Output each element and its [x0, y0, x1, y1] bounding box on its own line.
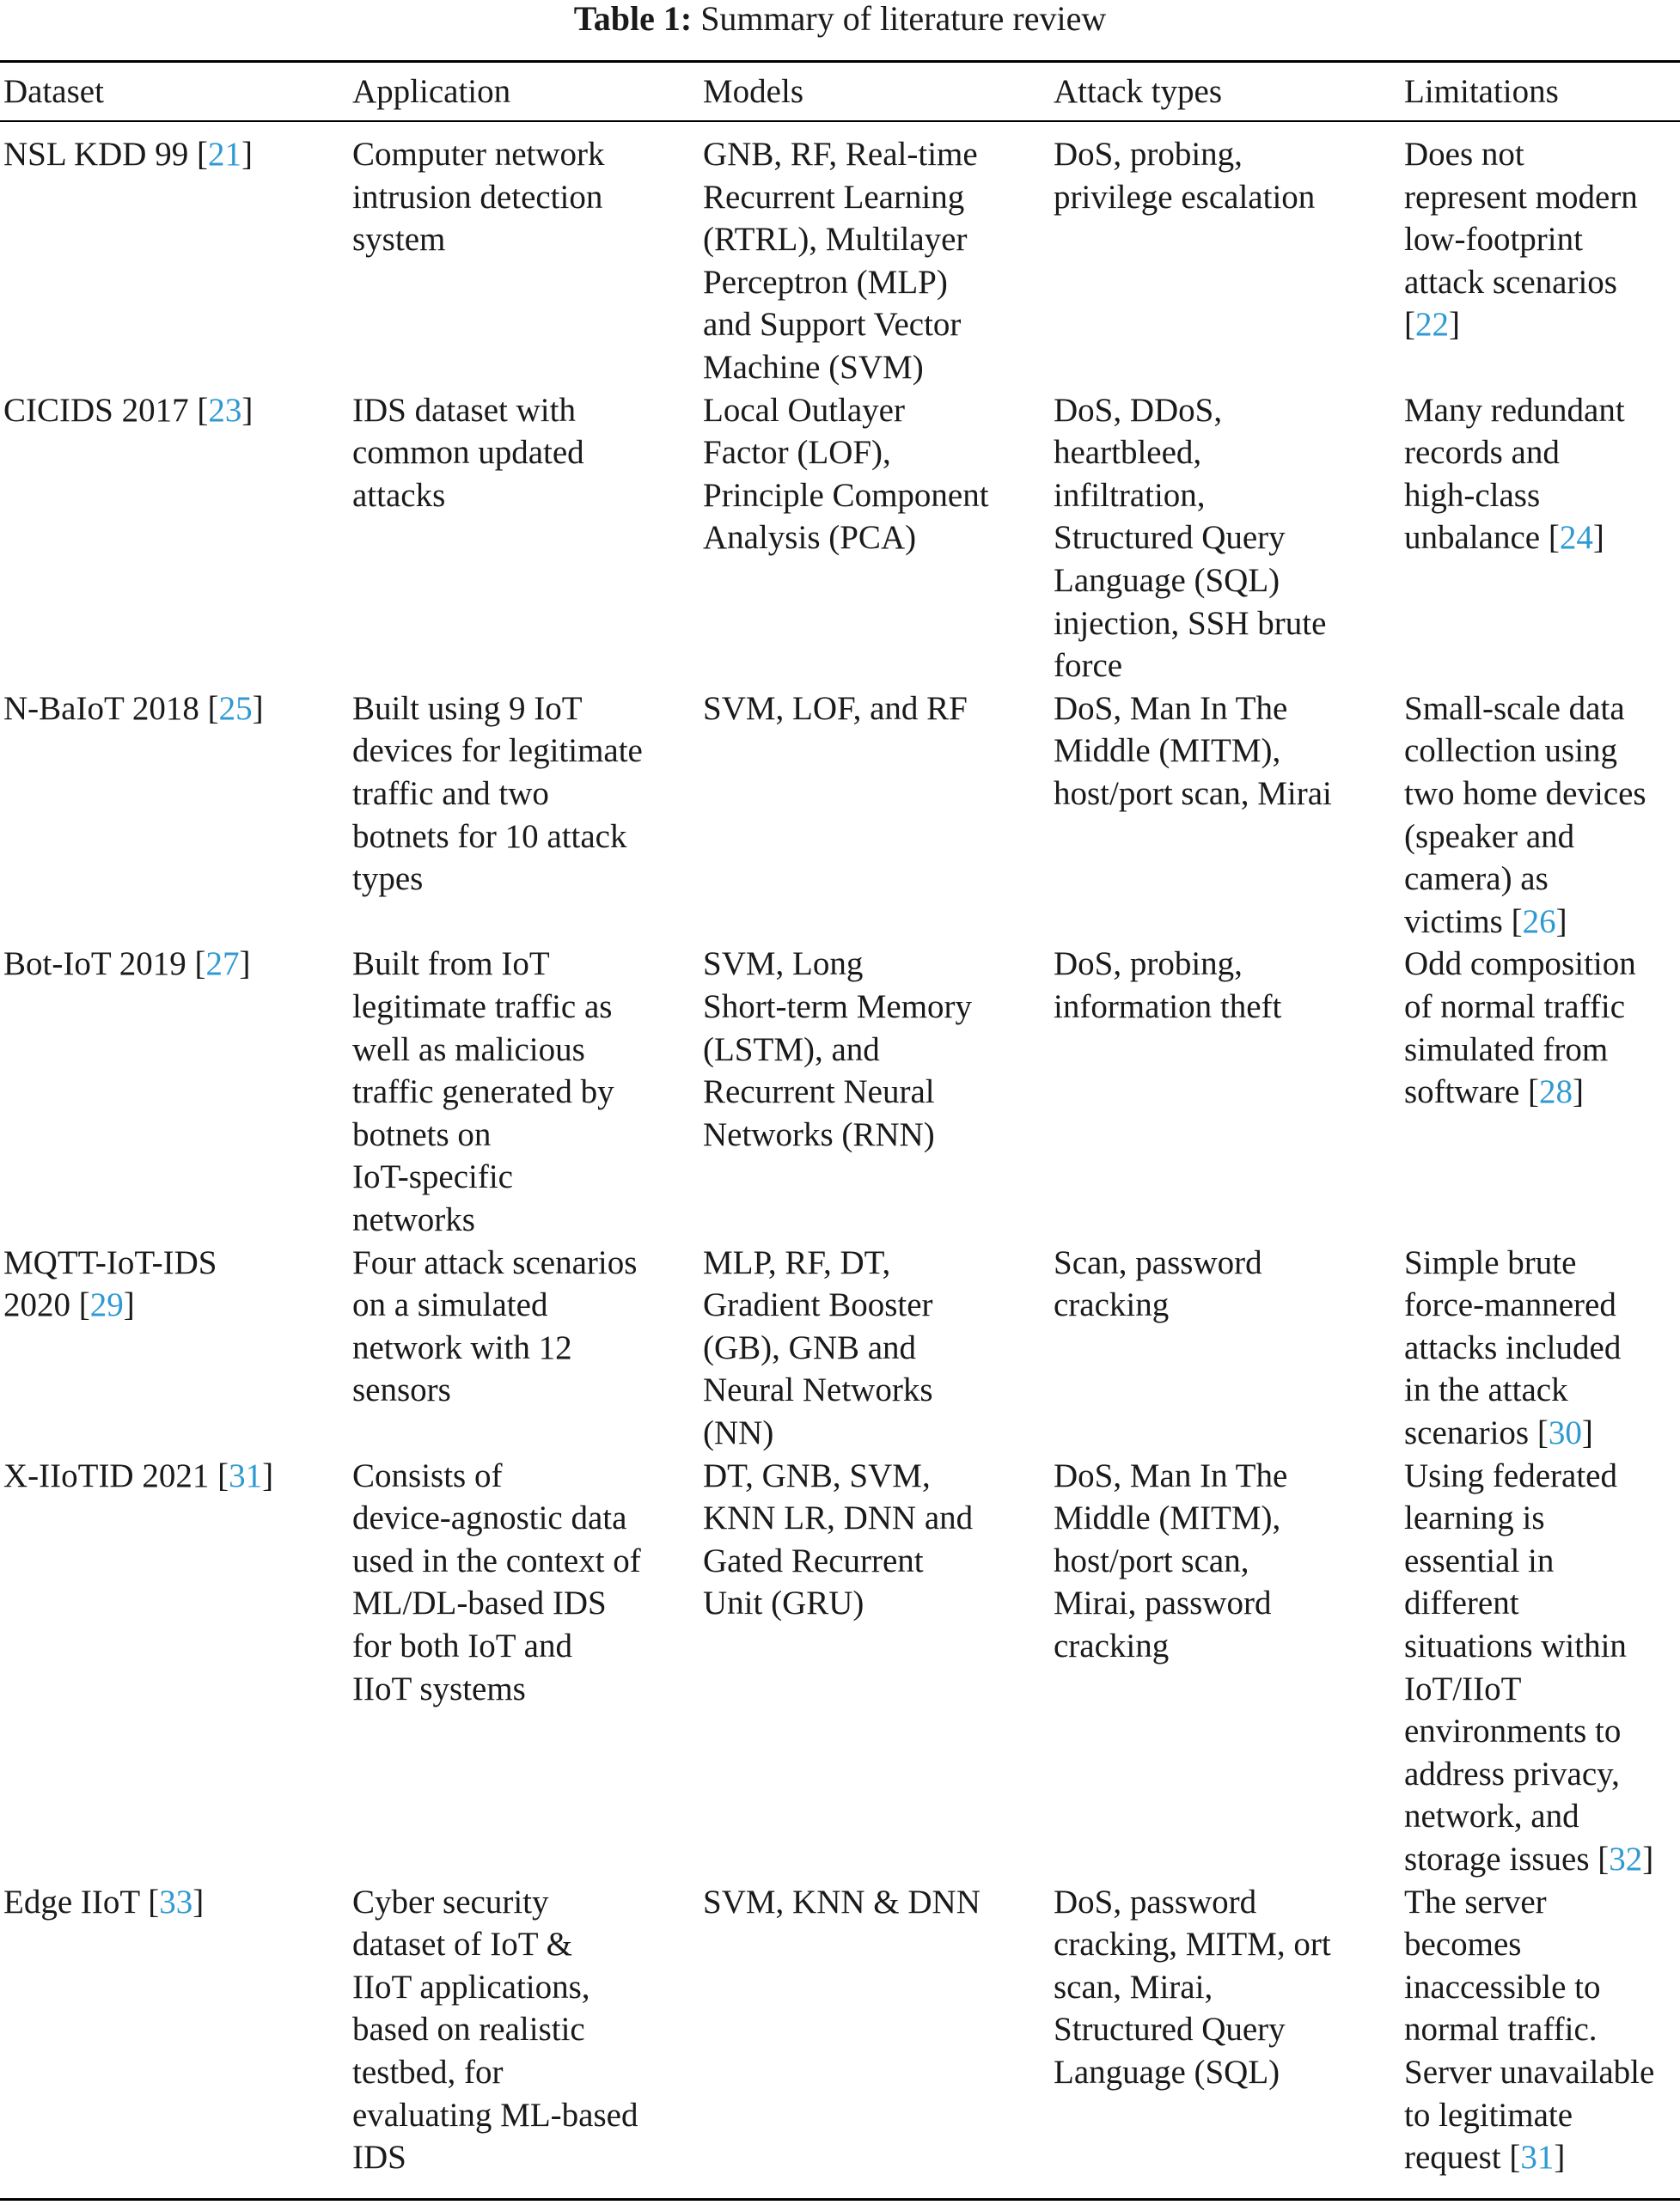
cell-line: DoS, password	[1054, 1883, 1257, 1921]
dataset-line	[3, 1284, 217, 1327]
cell-line: injection, SSH brute	[1054, 604, 1327, 642]
dataset-text: Edge IIoT [	[3, 1883, 160, 1921]
cell-line: low-footprint	[1404, 221, 1583, 259]
cell-line: DT, GNB, SVM,	[703, 1457, 931, 1494]
dataset-text: ]	[252, 689, 264, 727]
cell-models	[703, 687, 968, 730]
cell-line: learning is	[1404, 1500, 1545, 1537]
header-attack-types: Attack types	[1054, 73, 1223, 110]
dataset-text: CICIDS 2017 [	[3, 391, 209, 429]
cell-line: Structured Query	[1054, 2011, 1286, 2049]
cell-line: types	[352, 860, 424, 898]
cell-line	[1404, 303, 1638, 346]
citation-link[interactable]: 28	[1539, 1073, 1573, 1111]
cell-line: (LSTM), and	[703, 1030, 880, 1068]
dataset-line	[3, 687, 264, 730]
limitation-text: ]	[1573, 1073, 1585, 1111]
cell-line: privilege escalation	[1054, 178, 1316, 216]
dataset-text: ]	[262, 1457, 274, 1494]
cell-line: Simple brute	[1404, 1243, 1577, 1281]
cell-line: GNB, RF, Real-time	[703, 136, 978, 173]
cell-models	[703, 133, 978, 389]
cell-line: DoS, probing,	[1054, 945, 1243, 983]
cell-line: traffic and two	[352, 774, 549, 812]
dataset-line	[3, 1881, 204, 1924]
cell-line: Many redundant	[1404, 391, 1625, 429]
citation-link[interactable]: 27	[205, 945, 240, 983]
cell-line: in the attack	[1404, 1371, 1568, 1409]
cell-limitations	[1404, 133, 1638, 346]
cell-line: Unit (GRU)	[703, 1585, 864, 1622]
cell-attack-types	[1054, 1881, 1331, 2094]
dataset-line	[3, 389, 253, 432]
cell-line: scan, Mirai,	[1054, 1968, 1213, 2006]
header-application: Application	[352, 73, 511, 110]
citation-link[interactable]: 23	[208, 391, 242, 429]
citation-link[interactable]: 29	[89, 1286, 124, 1324]
dataset-text: ]	[192, 1883, 205, 1921]
citation-link[interactable]: 25	[218, 689, 253, 727]
cell-line: collection using	[1404, 732, 1618, 770]
cell-line: dataset of IoT &	[352, 1926, 572, 1964]
cell-application	[352, 943, 614, 1241]
cell-line: Server unavailable	[1404, 2053, 1655, 2091]
cell-line: MLP, RF, DT,	[703, 1243, 891, 1281]
citation-link[interactable]: 24	[1559, 519, 1593, 557]
cell-line: attack scenarios	[1404, 263, 1617, 301]
cell-models	[703, 1242, 933, 1455]
cell-line: system	[352, 221, 446, 259]
dataset-text: ]	[241, 136, 253, 173]
cell-models	[703, 1455, 973, 1625]
cell-line: normal traffic.	[1404, 2011, 1598, 2049]
cell-line: force-mannered	[1404, 1286, 1616, 1324]
cell-line: cracking	[1054, 1286, 1170, 1324]
cell-line: network with 12	[352, 1328, 572, 1366]
cell-line: Language (SQL)	[1054, 561, 1280, 599]
limitation-text: storage issues [	[1404, 1840, 1610, 1878]
cell-line: Small-scale data	[1404, 689, 1625, 727]
cell-line: on a simulated	[352, 1286, 548, 1324]
cell-line	[1404, 901, 1646, 944]
limitation-text: scenarios [	[1404, 1414, 1549, 1451]
cell-line: SVM, Long	[703, 945, 864, 983]
citation-link[interactable]: 31	[1520, 2139, 1555, 2177]
dataset-text: ]	[123, 1286, 135, 1324]
cell-line: infiltration,	[1054, 476, 1206, 514]
cell-line: force	[1054, 647, 1123, 685]
limitation-text: request [	[1404, 2139, 1521, 2177]
cell-line: Machine (SVM)	[703, 348, 924, 386]
cell-line: attacks	[352, 476, 446, 514]
cell-line: botnets on	[352, 1115, 492, 1153]
dataset-text: 2020 [	[3, 1286, 90, 1324]
cell-attack-types	[1054, 943, 1281, 1028]
cell-line: Short-term Memory	[703, 987, 973, 1025]
cell-line: DoS, Man In The	[1054, 1457, 1288, 1494]
cell-line	[1404, 1412, 1621, 1455]
cell-line: two home devices	[1404, 774, 1646, 812]
cell-application	[352, 687, 643, 901]
cell-line: Does not	[1404, 136, 1524, 173]
cell-line: SVM, LOF, and RF	[703, 689, 968, 727]
cell-line: and Support Vector	[703, 306, 962, 344]
cell-line: used in the context of	[352, 1542, 641, 1579]
cell-line: inaccessible to	[1404, 1968, 1601, 2006]
cell-dataset	[3, 1455, 273, 1498]
cell-line: cracking, MITM, ort	[1054, 1926, 1331, 1964]
cell-line: environments to	[1404, 1713, 1622, 1750]
cell-line	[1404, 1838, 1653, 1881]
cell-line: Principle Component	[703, 476, 989, 514]
cell-line: network, and	[1404, 1798, 1579, 1835]
cell-line: devices for legitimate	[352, 732, 643, 770]
limitation-text: ]	[1554, 2139, 1566, 2177]
cell-line: legitimate traffic as	[352, 987, 613, 1025]
cell-line: Middle (MITM),	[1054, 732, 1281, 770]
citation-link[interactable]: 21	[207, 136, 241, 173]
cell-application	[352, 1242, 637, 1412]
cell-limitations	[1404, 389, 1625, 559]
header-models: Models	[703, 73, 803, 110]
dataset-text: Bot-IoT 2019 [	[3, 945, 206, 983]
cell-line: The server	[1404, 1883, 1547, 1921]
cell-line: (NN)	[703, 1414, 774, 1451]
cell-line: device-agnostic data	[352, 1500, 627, 1537]
cell-line: Four attack scenarios	[352, 1243, 638, 1281]
cell-line: to legitimate	[1404, 2096, 1573, 2134]
cell-line: different	[1404, 1585, 1519, 1622]
cell-dataset	[3, 1242, 217, 1327]
cell-line: well as malicious	[352, 1030, 585, 1068]
cell-limitations	[1404, 1242, 1621, 1455]
cell-line: IDS	[352, 2139, 406, 2177]
cell-line: attacks included	[1404, 1328, 1622, 1366]
cell-line: IIoT systems	[352, 1670, 526, 1707]
cell-line: host/port scan, Mirai	[1054, 774, 1332, 812]
header-rule	[0, 120, 1680, 122]
cell-line: Built from IoT	[352, 945, 550, 983]
cell-dataset	[3, 1881, 204, 1924]
cell-attack-types	[1054, 1455, 1287, 1668]
table-caption	[0, 0, 1680, 38]
cell-dataset	[3, 687, 264, 730]
cell-line: of normal traffic	[1404, 987, 1626, 1025]
cell-line: Using federated	[1404, 1457, 1617, 1494]
cell-line: Local Outlayer	[703, 391, 905, 429]
cell-line: Structured Query	[1054, 519, 1286, 557]
cell-line: Built using 9 IoT	[352, 689, 583, 727]
cell-line: becomes	[1404, 1926, 1522, 1964]
cell-line: camera) as	[1404, 860, 1549, 898]
cell-line: Gated Recurrent	[703, 1542, 924, 1579]
top-rule	[0, 60, 1680, 63]
limitation-text: ]	[1449, 306, 1460, 344]
cell-line: networks	[352, 1200, 475, 1238]
cell-line: IoT-specific	[352, 1158, 513, 1196]
cell-line: Consists of	[352, 1457, 503, 1494]
citation-link[interactable]: 31	[229, 1457, 263, 1494]
cell-line: (GB), GNB and	[703, 1328, 917, 1366]
cell-line: evaluating ML-based	[352, 2096, 638, 2134]
cell-line: DoS, probing,	[1054, 136, 1243, 173]
cell-line: Neural Networks	[703, 1371, 933, 1409]
cell-line: Gradient Booster	[703, 1286, 933, 1324]
cell-line: IoT/IIoT	[1404, 1670, 1522, 1707]
dataset-line	[3, 133, 253, 176]
cell-line: Middle (MITM),	[1054, 1500, 1281, 1537]
cell-line: Scan, password	[1054, 1243, 1262, 1281]
cell-dataset	[3, 389, 253, 432]
limitation-text: [	[1404, 306, 1415, 344]
cell-line: (speaker and	[1404, 817, 1575, 855]
cell-line	[1404, 516, 1625, 559]
cell-line: traffic generated by	[352, 1073, 614, 1111]
cell-attack-types	[1054, 1242, 1262, 1327]
cell-line: high-class	[1404, 476, 1541, 514]
cell-dataset	[3, 943, 250, 986]
cell-models	[703, 943, 972, 1156]
cell-line: for both IoT and	[352, 1627, 572, 1664]
limitation-text: unbalance [	[1404, 519, 1560, 557]
cell-line: represent modern	[1404, 178, 1638, 216]
cell-line: Computer network	[352, 136, 605, 173]
cell-line: Cyber security	[352, 1883, 549, 1921]
limitation-text: ]	[1592, 519, 1604, 557]
cell-line: information theft	[1054, 987, 1282, 1025]
cell-attack-types	[1054, 389, 1326, 687]
limitation-text: ]	[1555, 902, 1567, 940]
citation-link[interactable]: 22	[1415, 306, 1449, 344]
cell-line: testbed, for	[352, 2053, 504, 2091]
cell-line: address privacy,	[1404, 1755, 1620, 1793]
bottom-rule	[0, 2198, 1680, 2201]
header-dataset: Dataset	[3, 73, 104, 110]
cell-dataset	[3, 133, 253, 176]
cell-line: common updated	[352, 434, 584, 472]
dataset-line	[3, 1455, 273, 1498]
cell-application	[352, 1881, 638, 2179]
limitation-text: ]	[1642, 1840, 1654, 1878]
dataset-text: ]	[241, 391, 254, 429]
cell-attack-types	[1054, 687, 1332, 815]
cell-line: Mirai, password	[1054, 1585, 1272, 1622]
cell-line: Networks (RNN)	[703, 1115, 935, 1153]
dataset-line: MQTT-IoT-IDS	[3, 1243, 217, 1281]
citation-link[interactable]: 30	[1548, 1414, 1582, 1451]
cell-line	[1404, 1071, 1636, 1114]
cell-limitations	[1404, 943, 1636, 1113]
limitation-text: software [	[1404, 1073, 1540, 1111]
cell-line: Recurrent Learning	[703, 178, 965, 216]
cell-line: (RTRL), Multilayer	[703, 221, 968, 259]
cell-line: heartbleed,	[1054, 434, 1202, 472]
cell-line: Analysis (PCA)	[703, 519, 917, 557]
cell-attack-types	[1054, 133, 1315, 218]
cell-line: simulated from	[1404, 1030, 1609, 1068]
cell-line: IDS dataset with	[352, 391, 576, 429]
dataset-text: NSL KDD 99 [	[3, 136, 208, 173]
dataset-line	[3, 943, 250, 986]
cell-line: cracking	[1054, 1627, 1170, 1664]
table-header	[0, 70, 1680, 113]
cell-models	[703, 389, 989, 559]
cell-limitations	[1404, 1455, 1653, 1881]
cell-line: Perceptron (MLP)	[703, 263, 948, 301]
cell-application	[352, 1455, 641, 1711]
cell-line: DoS, Man In The	[1054, 689, 1288, 727]
caption-label: Table 1:	[573, 0, 693, 38]
cell-limitations	[1404, 687, 1646, 944]
header-limitations: Limitations	[1404, 73, 1559, 110]
citation-link[interactable]: 33	[159, 1883, 193, 1921]
cell-line: Language (SQL)	[1054, 2053, 1280, 2091]
cell-line: Odd composition	[1404, 945, 1636, 983]
cell-line: ML/DL-based IDS	[352, 1585, 607, 1622]
cell-application	[352, 389, 584, 517]
cell-line: essential in	[1404, 1542, 1555, 1579]
cell-line: KNN LR, DNN and	[703, 1500, 974, 1537]
cell-line: host/port scan,	[1054, 1542, 1249, 1579]
limitation-text: victims [	[1404, 902, 1523, 940]
dataset-text: N-BaIoT 2018 [	[3, 689, 219, 727]
cell-line: IIoT applications,	[352, 1968, 590, 2006]
limitation-text: ]	[1581, 1414, 1593, 1451]
cell-line: intrusion detection	[352, 178, 603, 216]
cell-line: SVM, KNN & DNN	[703, 1883, 981, 1921]
cell-models	[703, 1881, 981, 1924]
caption-text: Summary of literature review	[700, 0, 1107, 38]
dataset-text: X-IIoTID 2021 [	[3, 1457, 229, 1494]
cell-line: DoS, DDoS,	[1054, 391, 1223, 429]
cell-line: based on realistic	[352, 2011, 585, 2049]
cell-line: Factor (LOF),	[703, 434, 891, 472]
cell-line: situations within	[1404, 1627, 1627, 1664]
citation-link[interactable]: 32	[1609, 1840, 1643, 1878]
cell-line: sensors	[352, 1371, 451, 1409]
cell-limitations	[1404, 1881, 1654, 2179]
cell-line: botnets for 10 attack	[352, 817, 627, 855]
cell-application	[352, 133, 605, 261]
dataset-text: ]	[239, 945, 251, 983]
cell-line: records and	[1404, 434, 1560, 472]
citation-link[interactable]: 26	[1522, 902, 1556, 940]
cell-line	[1404, 2136, 1654, 2179]
cell-line: Recurrent Neural	[703, 1073, 935, 1111]
